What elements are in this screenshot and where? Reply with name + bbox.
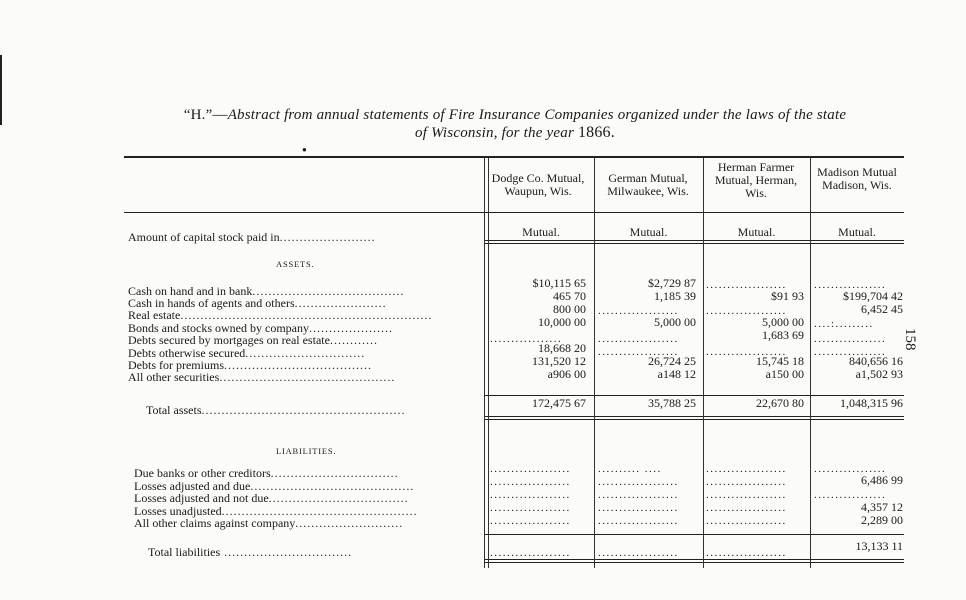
empty-cell-dots: ................... xyxy=(706,280,787,291)
total-liabilities-label: Total liabilities ................................ xyxy=(148,546,353,559)
capital-value: Mutual. xyxy=(737,225,776,239)
asset-cell: 1,185 39 xyxy=(654,289,696,303)
col-header-madison-place: Madison, Wis. xyxy=(822,178,892,192)
asset-cell: 1,683 69 xyxy=(762,328,804,342)
asset-cell: a1,502 93 xyxy=(855,367,903,381)
total-assets-cell: 1,048,315 96 xyxy=(840,396,903,410)
asset-cell: $91 93 xyxy=(771,289,804,303)
empty-cell-dots: ................... xyxy=(490,548,571,559)
asset-cell: 5,000 00 xyxy=(654,315,696,329)
col-header-dodge xyxy=(480,172,596,198)
liabilities-heading: LIABILITIES. xyxy=(276,446,337,456)
empty-cell-dots: ................... xyxy=(598,477,679,488)
col-header-herman xyxy=(701,161,811,200)
col-header-dodge-place: Waupun, Wis. xyxy=(504,184,572,198)
capital-rule xyxy=(484,240,904,241)
assets-total-rule-2 xyxy=(484,419,904,420)
total-assets-cell: 172,475 67 xyxy=(532,396,586,410)
asset-cell: 10,000 00 xyxy=(538,315,586,329)
liability-label: Losses unadjusted................................................. xyxy=(134,505,418,518)
asset-cell: a150 00 xyxy=(765,367,804,381)
empty-cell-dots: ................... xyxy=(598,347,679,358)
asset-cell: 15,745 18 xyxy=(756,354,804,368)
empty-cell-dots: ................... xyxy=(706,464,787,475)
total-assets-label-text: Total assets xyxy=(146,404,202,417)
col-header-herman-place: Mutual, Herman, xyxy=(714,173,798,187)
asset-label: Debts secured by mortgages on real estate............ xyxy=(128,334,378,347)
asset-label: All other securities............................................ xyxy=(128,371,396,384)
title-year: 1866. xyxy=(577,124,615,141)
empty-cell-dots: ................... xyxy=(598,548,679,559)
empty-cell-dots: ................... xyxy=(706,306,787,317)
title-line2: of Wisconsin, for the year xyxy=(415,125,574,141)
capital-rule-2 xyxy=(484,243,904,244)
asset-cell: 18,668 20 xyxy=(538,341,586,355)
empty-cell-dots: ................... xyxy=(598,306,679,317)
top-rule xyxy=(124,156,904,158)
asset-cell: 6,452 45 xyxy=(861,302,903,316)
col-header-herman-name: Herman Farmer xyxy=(717,160,795,174)
asset-cell: 840,656 16 xyxy=(849,354,903,368)
asset-label-text: All other securities xyxy=(128,371,220,384)
asset-cell: 800 00 xyxy=(553,302,586,316)
asset-cell: 465 70 xyxy=(553,289,586,303)
empty-cell-dots: ................... xyxy=(598,516,679,527)
print-mark: ● xyxy=(302,145,307,154)
asset-label: Debts otherwise secured.............................. xyxy=(128,347,366,360)
asset-cell: $2,729 87 xyxy=(648,276,696,290)
title-prefix: “H.”— xyxy=(183,107,228,123)
asset-label: Cash in hands of agents and others....................... xyxy=(128,297,387,310)
total-assets-label: Total assets................................................... xyxy=(146,404,406,417)
liability-label-text: Losses adjusted and due xyxy=(134,480,251,493)
document-title xyxy=(120,106,910,142)
empty-cell-dots: ................... xyxy=(598,503,679,514)
assets-total-rule xyxy=(484,416,904,417)
col-line-1 xyxy=(484,158,485,568)
liability-label-text: Losses adjusted and not due xyxy=(134,492,269,505)
asset-label: Debts for premiums..................................... xyxy=(128,359,372,372)
asset-cell: a906 00 xyxy=(547,367,586,381)
liability-label: Losses adjusted and due......................................... xyxy=(134,480,415,493)
header-bottom-rule xyxy=(124,212,904,213)
col-header-dodge-name: Dodge Co. Mutual, xyxy=(491,171,585,185)
capital-value: Mutual. xyxy=(629,225,668,239)
asset-label: Cash on hand and in bank...................................... xyxy=(128,285,405,298)
liability-cell: 6,486 99 xyxy=(861,473,903,487)
asset-label: Bonds and stocks owned by company..................... xyxy=(128,322,393,335)
col-header-german-name: German Mutual, xyxy=(608,171,688,185)
total-assets-cell: 22,670 80 xyxy=(756,396,804,410)
asset-label: Real estate............................................................... xyxy=(128,309,433,322)
empty-cell-dots: ................... xyxy=(490,503,571,514)
asset-cell: 5,000 00 xyxy=(762,315,804,329)
asset-cell: $10,115 65 xyxy=(532,276,586,290)
asset-cell: 26,724 25 xyxy=(648,354,696,368)
empty-cell-dots: ................... xyxy=(490,477,571,488)
empty-cell-dots: ................... xyxy=(490,464,571,475)
asset-cell: $199,704 42 xyxy=(843,289,903,303)
asset-label-text: Cash in hands of agents and others xyxy=(128,297,295,310)
liability-cell: 4,357 12 xyxy=(861,500,903,514)
liability-cell: 2,289 00 xyxy=(861,513,903,527)
total-assets-cell: 35,788 25 xyxy=(648,396,696,410)
empty-cell-dots: ................... xyxy=(490,490,571,501)
total-liabilities-cell: 13,133 11 xyxy=(855,539,903,553)
asset-cell: a148 12 xyxy=(657,367,696,381)
empty-cell-dots: ................. xyxy=(814,280,887,291)
empty-cell-dots: ................... xyxy=(706,548,787,559)
liability-label: Losses adjusted and not due................................... xyxy=(134,492,409,505)
col-header-herman-place2: Wis. xyxy=(745,186,767,200)
empty-cell-dots: ................... xyxy=(706,503,787,514)
empty-cell-dots: ................. xyxy=(490,334,563,345)
col-header-german xyxy=(592,172,704,198)
empty-cell-dots: ................... xyxy=(706,516,787,527)
empty-cell-dots: ................. xyxy=(814,490,887,501)
col-header-madison xyxy=(806,166,908,192)
margin-mark xyxy=(0,55,2,125)
total-liabilities-label-text: Total liabilities xyxy=(148,546,221,559)
title-main: Abstract from annual statements of Fire Insurance Companies organized under the laws of the state xyxy=(227,107,847,123)
empty-cell-dots: ................... xyxy=(706,490,787,501)
liability-label: All other claims against company........................... xyxy=(134,517,404,530)
liability-label: Due banks or other creditors................................ xyxy=(134,467,399,480)
liability-label-text: All other claims against company xyxy=(134,517,296,530)
assets-heading: ASSETS. xyxy=(276,259,315,269)
empty-cell-dots: ................... xyxy=(598,490,679,501)
empty-cell-dots: ................. xyxy=(814,334,887,345)
asset-label-text: Bonds and stocks owned by company xyxy=(128,322,309,335)
capital-label-text: Amount of capital stock paid in xyxy=(128,231,280,244)
col-header-madison-name: Madison Mutual xyxy=(817,165,897,179)
empty-cell-dots: ................... xyxy=(598,334,679,345)
capital-label: Amount of capital stock paid in........................ xyxy=(128,231,376,244)
empty-cell-dots: ................... xyxy=(706,347,787,358)
empty-cell-dots: ................. xyxy=(814,464,887,475)
asset-label-text: Cash on hand and in bank xyxy=(128,285,253,298)
capital-value: Mutual. xyxy=(838,225,876,239)
page-number: 158 xyxy=(902,328,918,351)
liab-total-rule-2 xyxy=(484,562,904,563)
asset-label-text: Real estate xyxy=(128,309,181,322)
liab-subtotal-rule xyxy=(484,534,904,535)
liability-label-text: Due banks or other creditors xyxy=(134,467,271,480)
empty-cell-dots: ................... xyxy=(706,477,787,488)
col-header-german-place: Milwaukee, Wis. xyxy=(607,184,689,198)
empty-cell-dots: ................. xyxy=(814,347,887,358)
empty-cell-dots: ................... xyxy=(490,516,571,527)
asset-label-text: Debts secured by mortgages on real estate xyxy=(128,334,330,347)
asset-label-text: Debts otherwise secured xyxy=(128,347,246,360)
asset-label-text: Debts for premiums xyxy=(128,359,224,372)
capital-value: Mutual. xyxy=(522,225,560,239)
empty-cell-dots: ....:......... xyxy=(814,319,874,330)
asset-cell: 131,520 12 xyxy=(532,354,586,368)
empty-cell-dots: .......... .... xyxy=(598,464,662,475)
liability-label-text: Losses unadjusted xyxy=(134,505,222,518)
